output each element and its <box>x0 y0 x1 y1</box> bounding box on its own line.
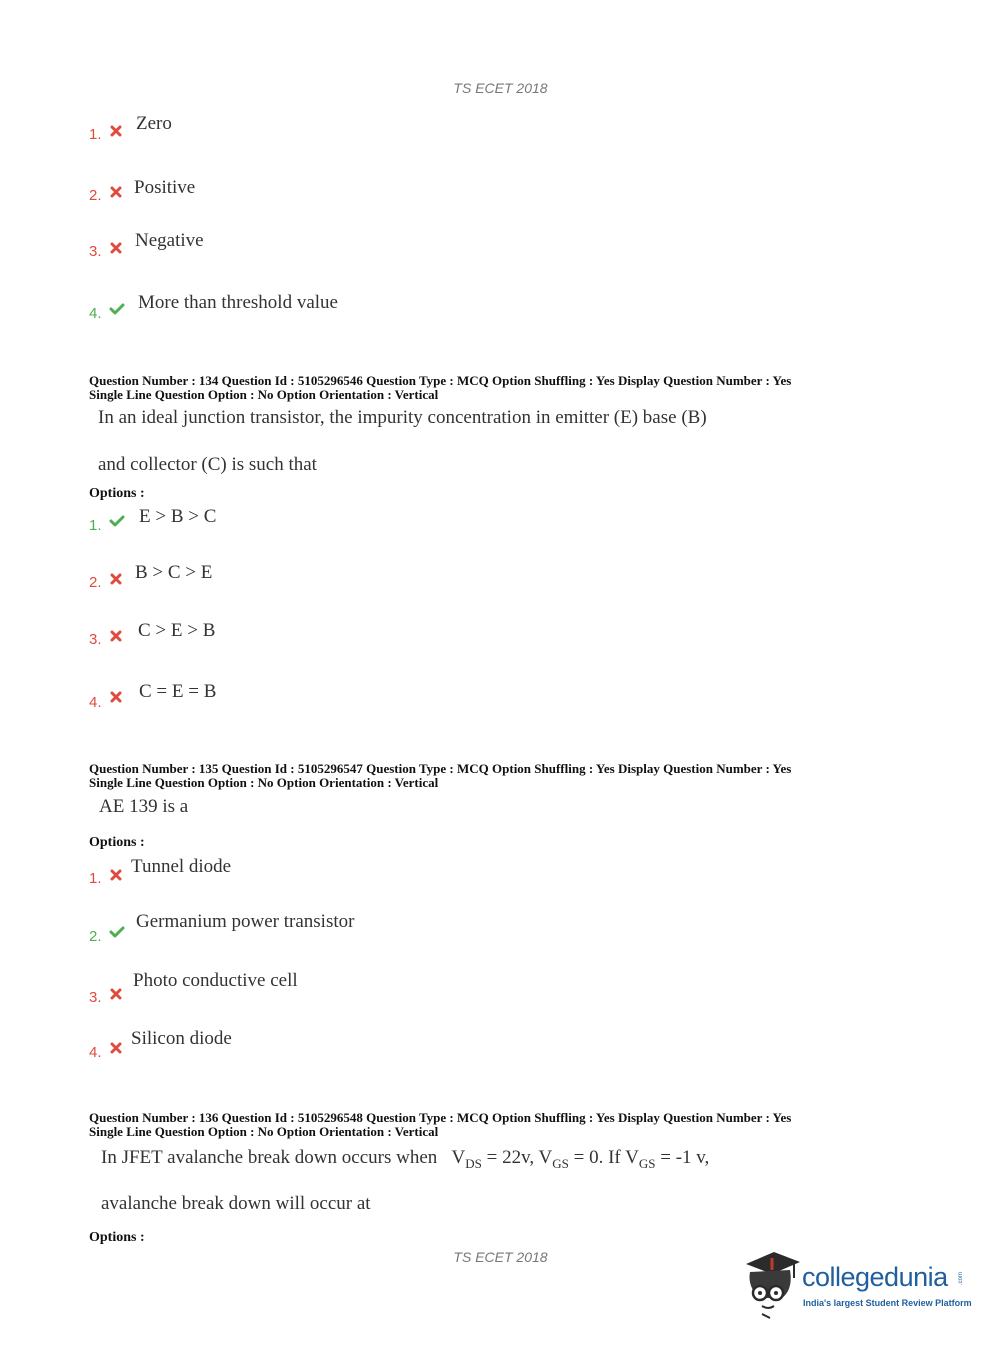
option-text: B > C > E <box>135 562 213 583</box>
check-icon <box>109 302 125 316</box>
question-meta <box>89 762 919 790</box>
option-text: Tunnel diode <box>131 856 232 877</box>
meta-line: Single Line Question Option : No Option Orientation : Vertical <box>89 1124 439 1139</box>
check-icon <box>109 925 125 939</box>
option-text: Silicon diode <box>131 1028 232 1049</box>
option-text: Photo conductive cell <box>133 970 298 991</box>
meta-line: Single Line Question Option : No Option Orientation : Vertical <box>89 387 439 402</box>
cross-icon <box>109 868 123 882</box>
option-text: Negative <box>135 230 204 251</box>
meta-line: Question Number : 134 Question Id : 5105296546 Question Type : MCQ Option Shuffling : Yes Display Question Number : Yes <box>89 373 792 388</box>
check-icon <box>109 514 125 528</box>
logo-com: .com <box>958 1272 964 1286</box>
option-text: Positive <box>134 177 196 198</box>
page-header: TS ECET 2018 <box>453 80 548 96</box>
question-meta <box>89 374 919 402</box>
question-meta <box>89 1111 919 1139</box>
option-text: Germanium power transistor <box>136 911 355 932</box>
option-number: 1. <box>89 126 102 143</box>
cross-icon <box>109 185 123 199</box>
meta-line: Question Number : 136 Question Id : 5105296548 Question Type : MCQ Option Shuffling : Yes Display Question Number : Yes <box>89 1110 792 1125</box>
options-label: Options : <box>89 1230 145 1245</box>
option-number: 3. <box>89 631 102 648</box>
option-number: 3. <box>89 243 102 260</box>
option-number: 2. <box>89 928 102 945</box>
cross-icon <box>109 572 123 586</box>
option-text: Zero <box>136 113 172 134</box>
option-number: 3. <box>89 989 102 1006</box>
option-number: 4. <box>89 694 102 711</box>
collegedunia-logo[interactable] <box>742 1248 972 1320</box>
meta-line: Single Line Question Option : No Option Orientation : Vertical <box>89 775 439 790</box>
cross-icon <box>109 241 123 255</box>
option-text: C > E > B <box>138 620 216 641</box>
cross-icon <box>109 124 123 138</box>
option-number: 1. <box>89 517 102 534</box>
question-text: and collector (C) is such that <box>98 454 317 475</box>
cross-icon <box>109 629 123 643</box>
option-number: 1. <box>89 870 102 887</box>
cross-icon <box>109 690 123 704</box>
question-text: avalanche break down will occur at <box>101 1193 371 1214</box>
option-number: 2. <box>89 574 102 591</box>
option-number: 4. <box>89 1044 102 1061</box>
question-text-prefix: In JFET avalanche break down occurs when <box>101 1147 438 1168</box>
option-number: 4. <box>89 305 102 322</box>
options-label: Options : <box>89 486 145 501</box>
question-text <box>101 1147 709 1172</box>
meta-line: Question Number : 135 Question Id : 5105296547 Question Type : MCQ Option Shuffling : Yes Display Question Number : Yes <box>89 761 792 776</box>
page-footer: TS ECET 2018 <box>453 1249 548 1265</box>
question-text: In an ideal junction transistor, the impurity concentration in emitter (E) base (B) <box>98 407 707 428</box>
logo-name: collegedunia <box>802 1262 948 1292</box>
option-text: E > B > C <box>139 506 217 527</box>
option-text: More than threshold value <box>138 292 338 313</box>
option-text: C = E = B <box>139 681 217 702</box>
cross-icon <box>109 1041 123 1055</box>
question-text: AE 139 is a <box>99 796 189 817</box>
logo-tagline: India's largest Student Review Platform <box>803 1298 972 1308</box>
options-label: Options : <box>89 835 145 850</box>
cross-icon <box>109 987 123 1001</box>
equation: $V_{DS} = 22v$, $V_{GS} = 0$. If $V_{GS} = -1$ v, <box>451 1147 710 1171</box>
option-number: 2. <box>89 187 102 204</box>
student-mascot-icon <box>742 1248 802 1320</box>
